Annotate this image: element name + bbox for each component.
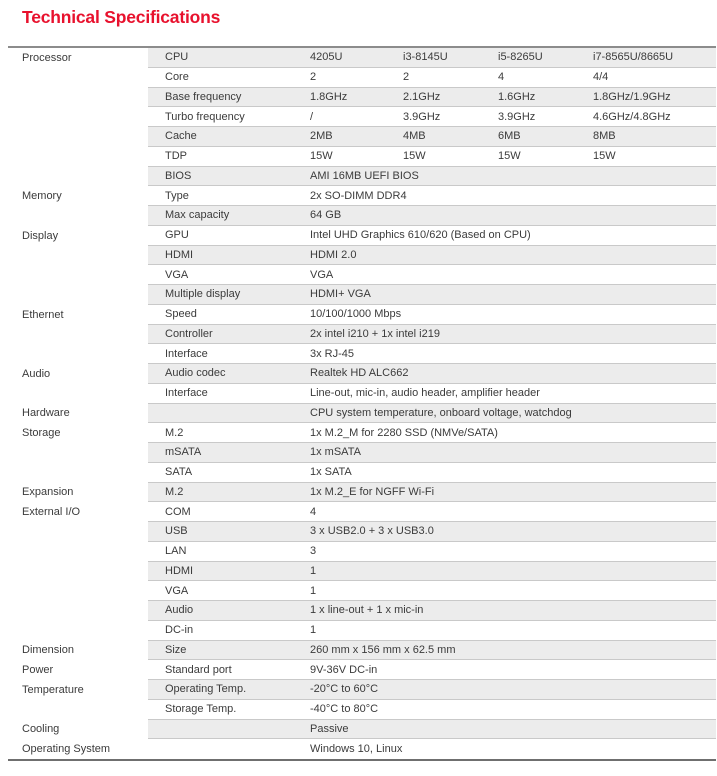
spec-value: Windows 10, Linux [310, 743, 403, 756]
table-row [8, 127, 716, 147]
table-row [8, 265, 716, 285]
spec-value: 3 x USB2.0 + 3 x USB3.0 [310, 525, 434, 538]
spec-label: M.2 [165, 426, 184, 439]
spec-value: 1.8GHz/1.9GHz [593, 90, 671, 103]
category-label: Processor [8, 48, 148, 68]
spec-label: VGA [165, 268, 189, 281]
category-label: Cooling [8, 720, 148, 740]
spec-value: AMI 16MB UEFI BIOS [310, 169, 419, 182]
spec-label: VGA [165, 584, 189, 597]
table-row [8, 325, 716, 345]
spec-value: 4 [498, 71, 505, 84]
table-row [8, 364, 716, 384]
category-label [8, 443, 148, 463]
spec-label: Turbo frequency [165, 110, 245, 123]
table-row [8, 167, 716, 187]
row-content [148, 502, 716, 522]
spec-value: Realtek HD ALC662 [310, 367, 409, 380]
spec-label: Controller [165, 327, 213, 340]
spec-value: CPU system temperature, onboard voltage, watchdog [310, 406, 572, 419]
table-row [8, 502, 716, 522]
row-content [148, 186, 716, 206]
spec-value: i7-8565U/8665U [593, 51, 674, 64]
spec-value: 1 [310, 624, 317, 637]
category-label [8, 581, 148, 601]
table-row [8, 443, 716, 463]
table-row [8, 107, 716, 127]
spec-label: Base frequency [165, 90, 242, 103]
table-row [8, 483, 716, 503]
spec-label: Standard port [165, 663, 232, 676]
category-label: Display [8, 226, 148, 246]
spec-label: Core [165, 71, 189, 84]
spec-label: SATA [165, 466, 193, 479]
spec-value: / [310, 110, 314, 123]
row-content [148, 88, 716, 108]
category-label: Temperature [8, 680, 148, 700]
spec-value: 9V-36V DC-in [310, 663, 378, 676]
category-label [8, 522, 148, 542]
spec-value: 2x SO-DIMM DDR4 [310, 189, 407, 202]
spec-value: 1 x line-out + 1 x mic-in [310, 604, 424, 617]
category-label [8, 88, 148, 108]
row-content [148, 344, 716, 364]
spec-value: 260 mm x 156 mm x 62.5 mm [310, 643, 456, 656]
row-content [148, 325, 716, 345]
spec-value: 2 [310, 71, 317, 84]
table-row [8, 601, 716, 621]
table-row [8, 226, 716, 246]
spec-label: Audio codec [165, 367, 226, 380]
spec-label: Speed [165, 308, 197, 321]
spec-label: GPU [165, 229, 189, 242]
row-content [148, 265, 716, 285]
spec-label: DC-in [165, 624, 194, 637]
spec-label: Audio [165, 604, 194, 617]
category-label [8, 384, 148, 404]
table-row [8, 48, 716, 68]
spec-label: Operating Temp. [165, 683, 247, 696]
category-label [8, 167, 148, 187]
spec-value: 1x mSATA [310, 446, 361, 459]
category-label [8, 621, 148, 641]
row-content [148, 621, 716, 641]
table-row [8, 542, 716, 562]
spec-value: i3-8145U [403, 51, 448, 64]
category-label [8, 107, 148, 127]
spec-value: Line-out, mic-in, audio header, amplifier header [310, 387, 540, 400]
category-label: Storage [8, 423, 148, 443]
spec-value: 64 GB [310, 209, 342, 222]
row-content [148, 246, 716, 266]
table-row [8, 186, 716, 206]
table-row [8, 68, 716, 88]
row-content [148, 483, 716, 503]
table-row [8, 660, 716, 680]
row-content [148, 404, 716, 424]
spec-value: 1x M.2_E for NGFF Wi-Fi [310, 485, 435, 498]
category-label: Ethernet [8, 305, 148, 325]
table-row [8, 344, 716, 364]
row-content [148, 660, 716, 680]
category-label [8, 147, 148, 167]
spec-table [8, 46, 716, 761]
row-content [148, 720, 716, 740]
spec-label: M.2 [165, 485, 184, 498]
spec-value: 1.6GHz [498, 90, 536, 103]
row-content [148, 641, 716, 661]
category-label: External I/O [8, 502, 148, 522]
table-row [8, 581, 716, 601]
category-label: Hardware [8, 404, 148, 424]
row-content [148, 680, 716, 700]
spec-value: 4MB [403, 130, 426, 143]
spec-label: Type [165, 189, 189, 202]
spec-value: 6MB [498, 130, 521, 143]
category-label: Memory [8, 186, 148, 206]
row-content [148, 68, 716, 88]
category-label [8, 246, 148, 266]
spec-value: 1.8GHz [310, 90, 348, 103]
category-label [8, 463, 148, 483]
category-label: Operating System [8, 739, 148, 759]
table-row [8, 147, 716, 167]
category-label [8, 265, 148, 285]
spec-label: BIOS [165, 169, 192, 182]
spec-value: 1x SATA [310, 466, 352, 479]
spec-label: CPU [165, 51, 189, 64]
spec-value: 2 [403, 71, 410, 84]
table-row [8, 739, 716, 759]
row-content [148, 739, 716, 759]
spec-value: VGA [310, 268, 334, 281]
spec-label: Interface [165, 387, 208, 400]
table-row [8, 246, 716, 266]
table-row [8, 404, 716, 424]
row-content [148, 700, 716, 720]
spec-value: HDMI+ VGA [310, 288, 371, 301]
row-content [148, 127, 716, 147]
row-content [148, 562, 716, 582]
table-row [8, 463, 716, 483]
row-content [148, 522, 716, 542]
spec-value: 8MB [593, 130, 616, 143]
spec-value: 1 [310, 564, 317, 577]
spec-label: Interface [165, 347, 208, 360]
category-label: Expansion [8, 483, 148, 503]
row-content [148, 364, 716, 384]
spec-value: 10/100/1000 Mbps [310, 308, 402, 321]
spec-label: USB [165, 525, 188, 538]
spec-value: 1x M.2_M for 2280 SSD (NMVe/SATA) [310, 426, 498, 439]
table-row [8, 206, 716, 226]
spec-value: 4205U [310, 51, 343, 64]
spec-value: 4/4 [593, 71, 609, 84]
spec-label: Storage Temp. [165, 703, 237, 716]
table-row [8, 384, 716, 404]
spec-value: -20°C to 60°C [310, 683, 379, 696]
table-row [8, 305, 716, 325]
row-content [148, 285, 716, 305]
category-label [8, 601, 148, 621]
spec-value: HDMI 2.0 [310, 248, 357, 261]
spec-value: Intel UHD Graphics 610/620 (Based on CPU) [310, 229, 531, 242]
spec-label: HDMI [165, 564, 194, 577]
row-content [148, 167, 716, 187]
table-row [8, 88, 716, 108]
table-row [8, 285, 716, 305]
table-row [8, 621, 716, 641]
spec-value: 4 [310, 505, 317, 518]
spec-label: TDP [165, 150, 187, 163]
spec-value: 1 [310, 584, 317, 597]
spec-label: LAN [165, 545, 187, 558]
spec-label: Size [165, 643, 187, 656]
spec-value: 2MB [310, 130, 333, 143]
spec-value: 15W [403, 150, 426, 163]
spec-value: 3.9GHz [403, 110, 441, 123]
row-content [148, 226, 716, 246]
spec-label: COM [165, 505, 191, 518]
table-row [8, 562, 716, 582]
table-row [8, 522, 716, 542]
category-label [8, 285, 148, 305]
row-content [148, 206, 716, 226]
row-content [148, 147, 716, 167]
spec-label: HDMI [165, 248, 194, 261]
row-content [148, 305, 716, 325]
table-row [8, 700, 716, 720]
spec-label: Max capacity [165, 209, 230, 222]
spec-label: Cache [165, 130, 197, 143]
spec-value: i5-8265U [498, 51, 543, 64]
category-label [8, 68, 148, 88]
spec-value: Passive [310, 722, 349, 735]
category-label [8, 562, 148, 582]
spec-value: 2.1GHz [403, 90, 441, 103]
table-row [8, 423, 716, 443]
category-label: Dimension [8, 641, 148, 661]
category-label [8, 344, 148, 364]
row-content [148, 542, 716, 562]
spec-value: 4.6GHz/4.8GHz [593, 110, 671, 123]
spec-value: 15W [593, 150, 616, 163]
category-label: Power [8, 660, 148, 680]
spec-value: 15W [310, 150, 333, 163]
row-content [148, 463, 716, 483]
row-content [148, 443, 716, 463]
spec-value: 3 [310, 545, 317, 558]
row-content [148, 48, 716, 68]
spec-value: 2x intel i210 + 1x intel i219 [310, 327, 440, 340]
row-content [148, 601, 716, 621]
row-content [148, 384, 716, 404]
category-label [8, 127, 148, 147]
spec-label: Multiple display [165, 288, 241, 301]
category-label [8, 325, 148, 345]
row-content [148, 107, 716, 127]
spec-value: -40°C to 80°C [310, 703, 379, 716]
spec-label: mSATA [165, 446, 202, 459]
page-title: Technical Specifications [22, 7, 221, 27]
category-label [8, 206, 148, 226]
category-label [8, 542, 148, 562]
row-content [148, 423, 716, 443]
spec-value: 3.9GHz [498, 110, 536, 123]
spec-value: 15W [498, 150, 521, 163]
category-label [8, 700, 148, 720]
table-row [8, 720, 716, 740]
spec-value: 3x RJ-45 [310, 347, 355, 360]
row-content [148, 581, 716, 601]
category-label: Audio [8, 364, 148, 384]
table-row [8, 641, 716, 661]
table-row [8, 680, 716, 700]
